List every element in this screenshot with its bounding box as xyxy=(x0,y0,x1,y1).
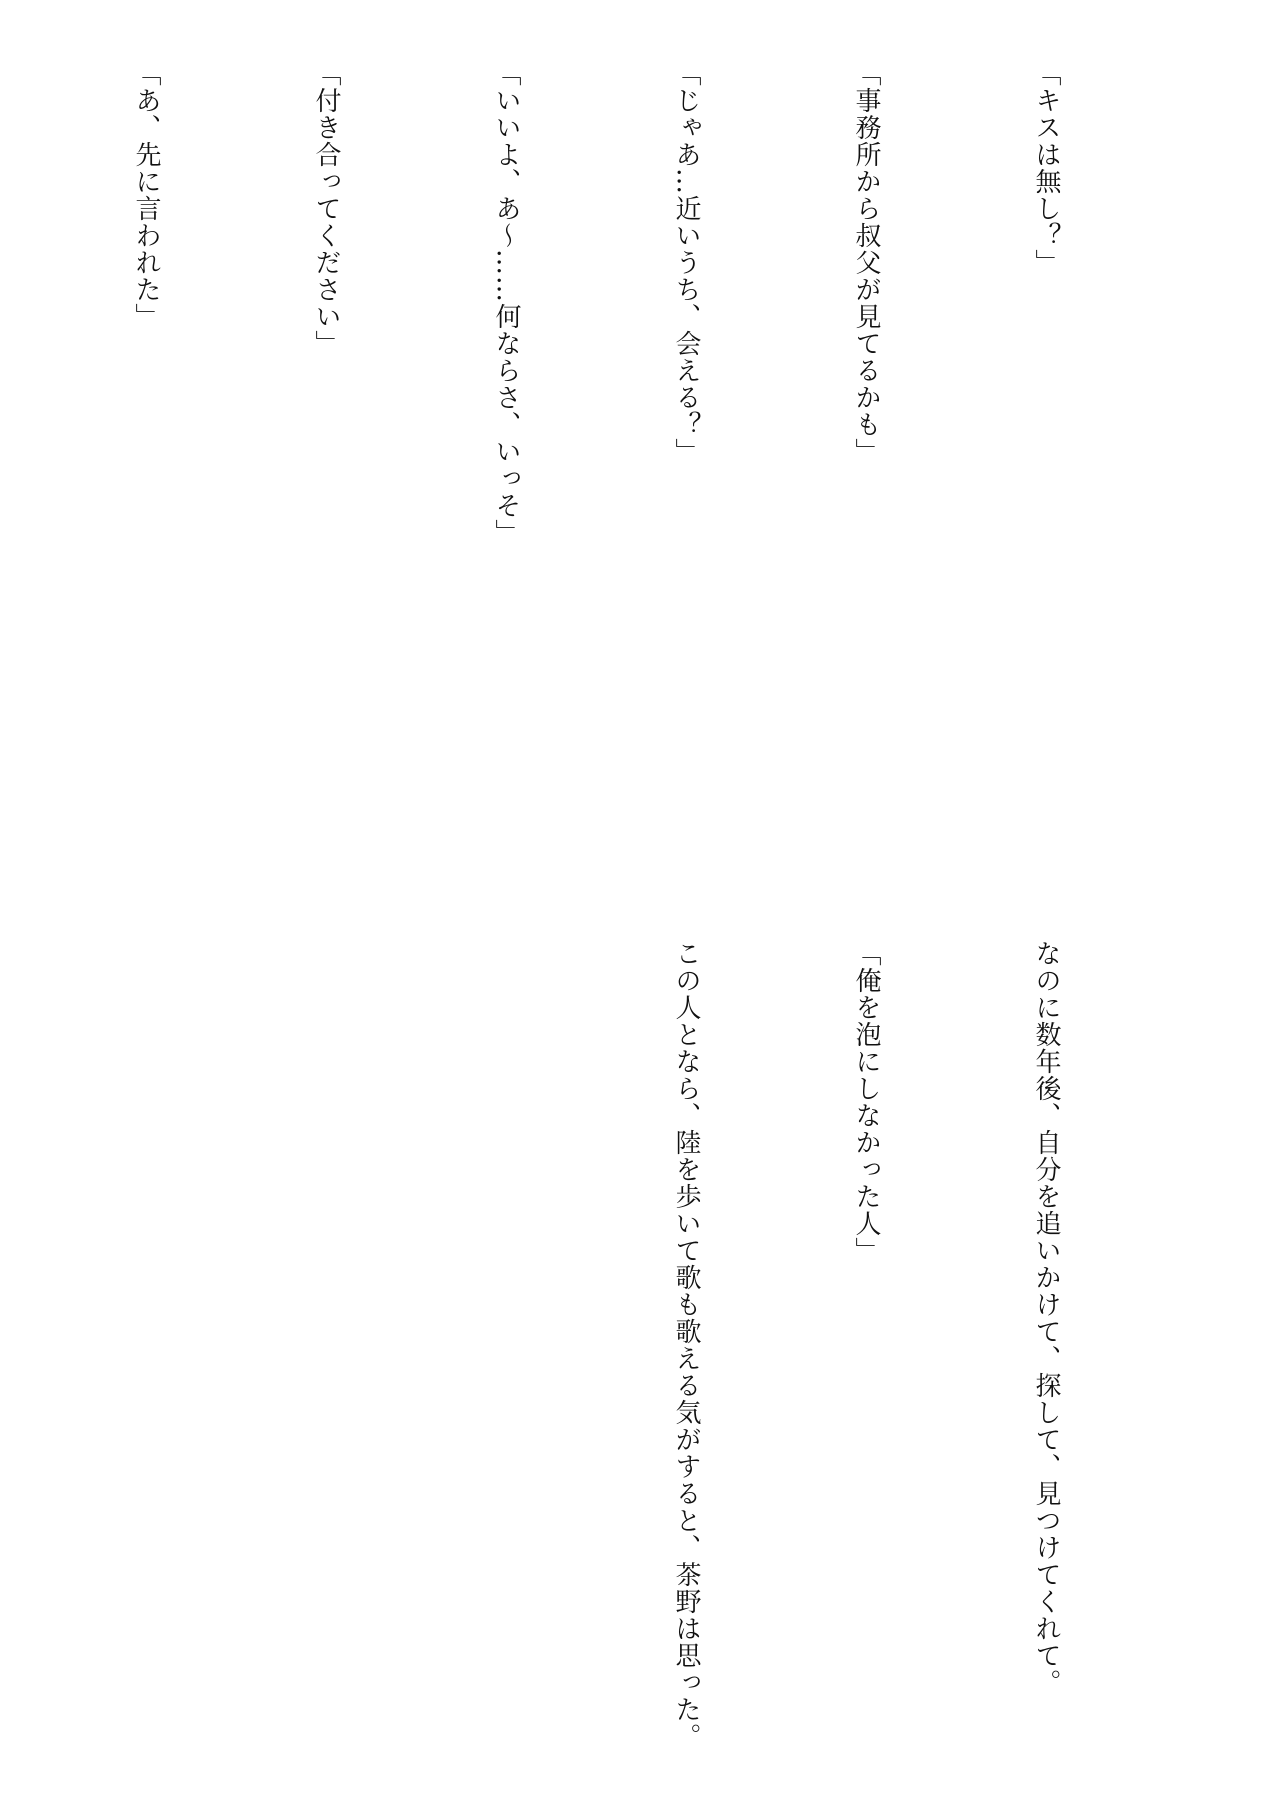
text-column: 「俺を泡にしなかった人」 xyxy=(851,940,881,1264)
text-column: 「事務所から叔父が見てるかも」 xyxy=(851,60,881,465)
upper-text-block xyxy=(0,60,1196,820)
text-column: 「あ、先に言われた」 xyxy=(131,60,161,330)
text-column: この人となら、陸を歩いて歌も歌える気がすると、茶野は思った。 xyxy=(671,940,701,1750)
text-column: 「いいよ、あ〜……何ならさ、いっそ」 xyxy=(491,60,521,546)
text-column: 「じゃあ…近いうち、会える？」 xyxy=(671,60,701,465)
text-column: 「キスは無し？」 xyxy=(1031,60,1061,276)
text-column: なのに数年後、自分を追いかけて、探して、見つけてくれて。 xyxy=(1031,940,1061,1696)
lower-text-block xyxy=(536,940,1196,1760)
text-column: 「付き合ってください」 xyxy=(311,60,341,357)
